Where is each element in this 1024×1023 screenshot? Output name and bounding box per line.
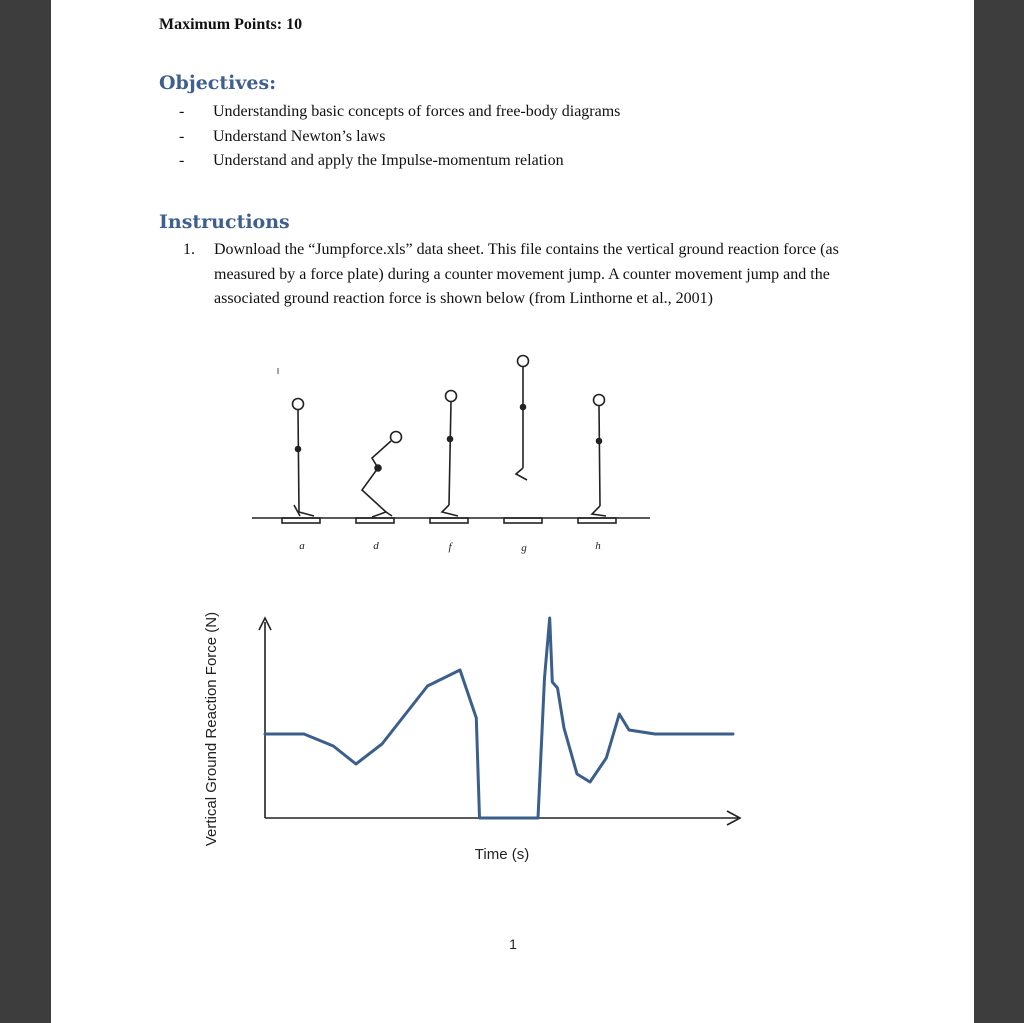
x-axis-label: Time (s) [474, 846, 530, 863]
jumper-figure-f [442, 391, 458, 517]
instructions-heading: Instructions [159, 211, 290, 233]
force-series-line [265, 618, 733, 818]
phase-label-g: g [521, 542, 527, 554]
objectives-heading: Objectives: [159, 72, 277, 94]
y-axis-label: Vertical Ground Reaction Force (N) [203, 611, 220, 847]
page-number: 1 [509, 936, 517, 952]
force-plate [430, 518, 468, 523]
jumper-figure-g [516, 356, 529, 481]
jumper-figure-d [362, 432, 402, 518]
objective-text: Understand Newton’s laws [213, 127, 386, 145]
force-plate [578, 518, 616, 523]
phase-label-d: d [373, 540, 379, 552]
instruction-text: Download the “Jumpforce.xls” data sheet. This file contains the vertical ground reaction force (as measured by a force plate) during a counter movement jump. A counter movement jump and the associated ground reaction force is shown below (from Linthorne et al., 2001) [214, 241, 839, 307]
bullet-dash: - [179, 152, 185, 169]
bullet-dash: - [179, 103, 185, 120]
objective-text: Understanding basic concepts of forces and free-body diagrams [213, 103, 621, 120]
objective-text: Understand and apply the Impulse-momentum relation [213, 152, 564, 169]
phase-label-a: a [299, 540, 305, 552]
jump-illustration [252, 356, 650, 524]
force-plate [504, 518, 542, 523]
force-plate [282, 518, 320, 523]
bullet-dash: - [179, 127, 185, 145]
force-plate [356, 518, 394, 523]
phase-labels [299, 540, 601, 554]
phase-label-h: h [595, 540, 601, 552]
force-chart [203, 612, 740, 863]
jumper-figure-a [293, 399, 315, 517]
jumper-figure-h [592, 395, 606, 517]
phase-label-f: f [448, 541, 452, 553]
max-points: Maximum Points: 10 [159, 16, 303, 33]
instruction-number: 1. [183, 241, 195, 258]
